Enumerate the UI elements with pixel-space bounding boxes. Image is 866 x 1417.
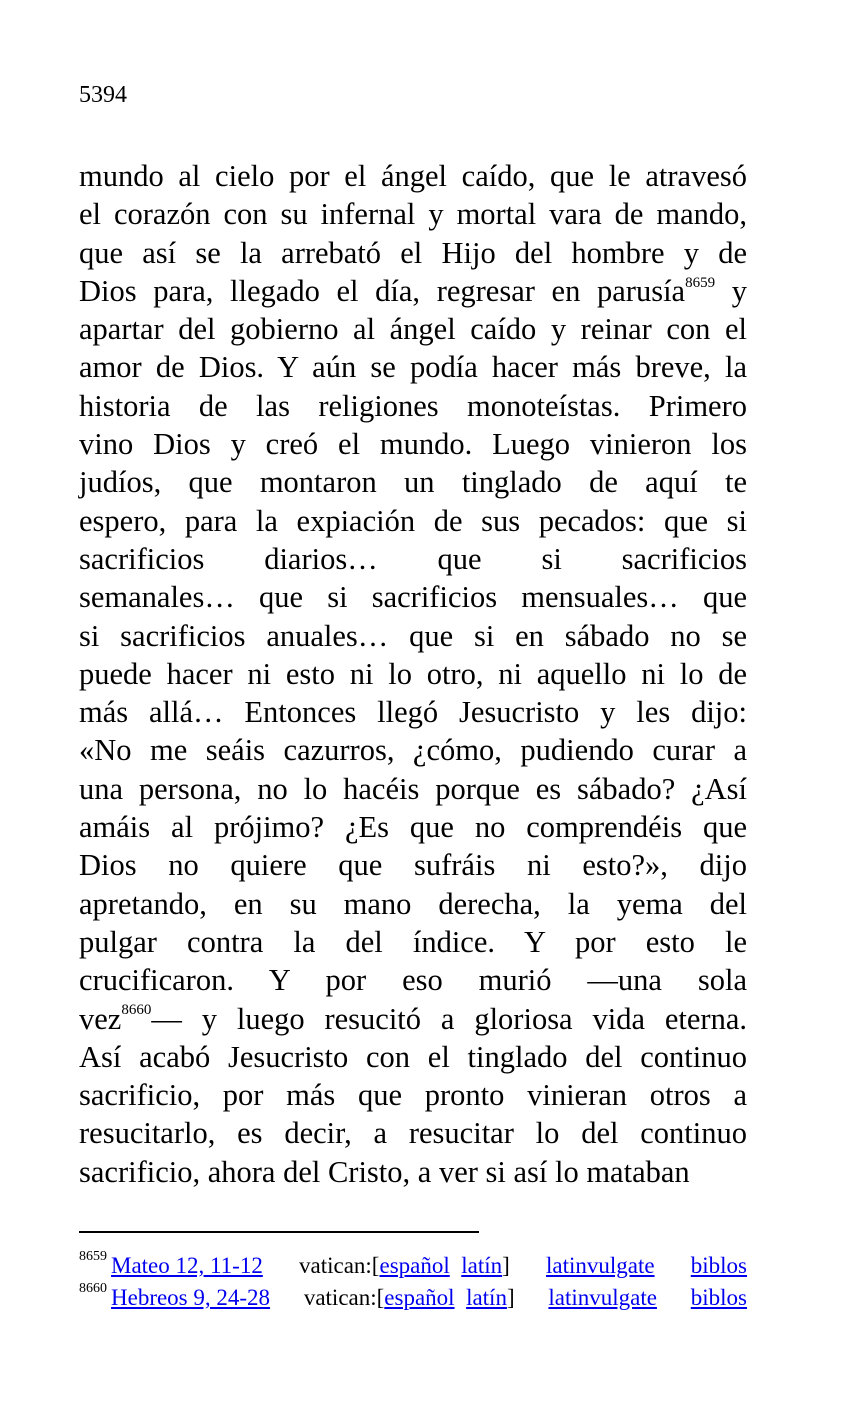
text-line: judíos, que montaron un tinglado de aquí te <box>79 465 747 500</box>
text-line: vino Dios y creó el mundo. Luego vinieron los <box>79 427 747 462</box>
text-line: el corazón con su infernal y mortal vara de mando, <box>79 197 747 232</box>
text-line: más allá… Entonces llegó Jesucristo y les dijo: <box>79 695 747 730</box>
text-line: mundo al cielo por el ángel caído, que le atravesó <box>79 159 747 193</box>
footnote-divider <box>79 1231 479 1233</box>
text-line: si sacrificios anuales… que si en sábado no se <box>79 618 747 653</box>
text-line: espero, para la expiación de sus pecados: que si <box>79 503 747 538</box>
footnote-marker[interactable]: 8659 <box>685 274 716 291</box>
espanol-link[interactable]: español <box>384 1285 455 1310</box>
text-segment: — y luego resucitó a gloriosa vida eterna. <box>151 1001 747 1036</box>
footnote-marker[interactable]: 8660 <box>121 1002 152 1019</box>
text-line: crucificaron. Y por eso murió —una sola <box>79 963 747 998</box>
text-line: apartar del gobierno al ángel caído y reinar con el <box>79 312 747 347</box>
text-line: que así se la arrebató el Hijo del hombre y de <box>79 235 747 270</box>
latinvulgate-link[interactable]: latinvulgate <box>546 1253 655 1278</box>
text-segment: vez <box>79 1001 122 1036</box>
text-line: amáis al prójimo? ¿Es que no comprendéis que <box>79 810 747 845</box>
text-line: resucitarlo, es decir, a resucitar lo del continuo <box>79 1116 747 1151</box>
biblos-link[interactable]: biblos <box>690 1285 747 1310</box>
latin-link[interactable]: latín <box>466 1285 507 1310</box>
footnote-8660 <box>79 1282 747 1314</box>
text-line: Dios no quiere que sufráis ni esto?», dijo <box>79 848 747 883</box>
text-line: una persona, no lo hacéis porque es sábado? ¿Así <box>79 771 747 806</box>
text-line: sacrificio, por más que pronto vinieran otros a <box>79 1078 747 1113</box>
text-line: semanales… que si sacrificios mensuales… que <box>79 580 747 615</box>
text-line <box>79 1000 747 1038</box>
text-segment: y <box>715 273 748 308</box>
biblos-link[interactable]: biblos <box>690 1253 747 1278</box>
footnote-ref-link[interactable]: Hebreos 9, 24-28 <box>111 1285 271 1310</box>
vatican-close: ] <box>506 1285 515 1310</box>
footnote-ref-link[interactable]: Mateo 12, 11-12 <box>111 1253 263 1278</box>
text-segment: Dios para, llegado el día, regresar en parusía <box>79 273 686 308</box>
text-line: sacrificios diarios… que si sacrificios <box>79 541 747 576</box>
page-number: 5394 <box>79 82 127 108</box>
footnote-number: 8660 <box>79 1281 107 1297</box>
text-line: apretando, en su mano derecha, la yema del <box>79 886 747 921</box>
footnotes <box>79 1250 747 1314</box>
vatican-label: vatican:[ <box>303 1285 385 1310</box>
text-line: historia de las religiones monoteístas. Primero <box>79 388 747 423</box>
text-line: puede hacer ni esto ni lo otro, ni aquello ni lo de <box>79 656 747 691</box>
body-text <box>79 157 747 1191</box>
text-line <box>79 272 747 310</box>
vatican-label: vatican:[ <box>299 1253 380 1278</box>
latin-link[interactable]: latín <box>461 1253 503 1278</box>
vatican-close: ] <box>502 1253 510 1278</box>
footnote-8659 <box>79 1250 747 1282</box>
text-line: pulgar contra la del índice. Y por esto le <box>79 924 747 959</box>
footnote-number: 8659 <box>79 1249 107 1265</box>
latinvulgate-link[interactable]: latinvulgate <box>548 1285 657 1310</box>
text-line: sacrificio, ahora del Cristo, a ver si así lo mataban <box>79 1154 690 1189</box>
espanol-link[interactable]: español <box>379 1253 450 1278</box>
text-line: Así acabó Jesucristo con el tinglado del continuo <box>79 1039 747 1074</box>
text-line: «No me seáis cazurros, ¿cómo, pudiendo curar a <box>79 733 747 768</box>
text-line: amor de Dios. Y aún se podía hacer más breve, la <box>79 350 747 385</box>
